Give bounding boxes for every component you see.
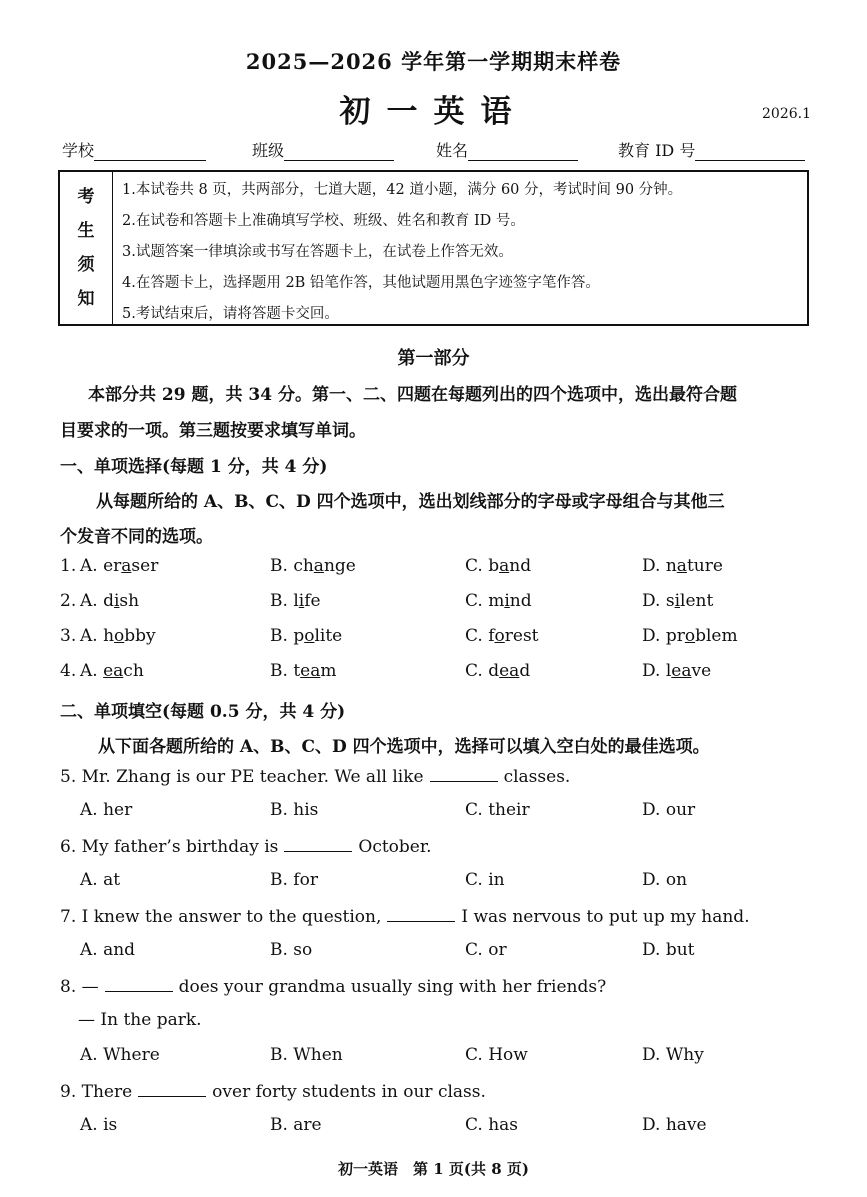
id-field — [618, 138, 805, 161]
option-label: A. — [80, 591, 104, 611]
option-word-part: l — [665, 661, 672, 681]
question-stem — [60, 1080, 486, 1102]
question-text: does your grandma usually sing with her friends? — [178, 977, 607, 997]
question-text: I was nervous to put up my hand. — [461, 907, 750, 927]
notice-heading-char: 知 — [77, 289, 95, 309]
question-stem — [60, 765, 570, 787]
underlined-letters: ea — [103, 661, 124, 681]
option-label: B. — [270, 626, 294, 646]
answer-option[interactable]: C. How — [465, 1045, 528, 1065]
section-heading: 一、单项选择(每题 1 分，共 4 分) — [60, 457, 328, 477]
underlined-letters: ea — [671, 661, 692, 681]
underlined-letters: a — [313, 556, 324, 576]
question-number: 3. — [60, 626, 77, 646]
option-word-part: ch — [123, 661, 144, 681]
option-label: A. — [80, 661, 104, 681]
option-label: A. — [80, 556, 104, 576]
question-text: 6. My father’s birthday is — [60, 837, 279, 857]
option-word-part: ser — [131, 556, 159, 576]
option-word-part: d — [103, 591, 114, 611]
answer-option[interactable]: A. at — [80, 870, 121, 890]
exam-subject: 初一英语 — [339, 94, 528, 130]
option-word-part: pr — [665, 626, 685, 646]
option-label: B. — [270, 661, 294, 681]
notice-heading-char: 考 — [77, 187, 95, 207]
notice-heading — [60, 172, 113, 324]
option-word-part: h — [103, 626, 115, 646]
answer-option[interactable]: D. Why — [642, 1045, 704, 1065]
answer-option[interactable] — [642, 661, 711, 681]
underlined-letters: i — [113, 591, 120, 611]
answer-option[interactable]: A. her — [80, 800, 133, 820]
question-text: classes. — [503, 767, 571, 787]
school-field — [62, 138, 206, 161]
notice-item: 2.在试卷和答题卡上准确填写学校、班级、姓名和教育 ID 号。 — [122, 213, 525, 229]
exam-notice-box — [58, 170, 809, 326]
answer-option[interactable]: C. or — [465, 940, 507, 960]
option-word-part: fe — [304, 591, 321, 611]
option-label: C. — [465, 591, 489, 611]
underlined-letters: a — [499, 556, 510, 576]
question-stem — [60, 975, 606, 997]
class-blank[interactable] — [284, 142, 394, 161]
option-word-part: nd — [509, 556, 532, 576]
option-label: C. — [465, 661, 489, 681]
part-intro-line: 本部分共 29 题，共 34 分。第一、二、四题在每题列出的四个选项中，选出最符合题 — [88, 385, 737, 405]
answer-option[interactable]: B. for — [270, 870, 318, 890]
option-word-part: l — [293, 591, 299, 611]
dialogue-reply: — In the park. — [78, 1010, 202, 1030]
question-text: 9. There — [60, 1082, 133, 1102]
answer-option[interactable] — [270, 626, 342, 646]
underlined-letters: ea — [499, 661, 520, 681]
underlined-letters: a — [676, 556, 687, 576]
option-word-part: d — [519, 661, 531, 681]
answer-option[interactable]: B. his — [270, 800, 319, 820]
option-word-part: sh — [119, 591, 140, 611]
option-label: D. — [642, 556, 666, 576]
option-word-part: nd — [509, 591, 532, 611]
option-word-part: m — [320, 661, 337, 681]
option-word-part: ve — [691, 661, 712, 681]
question-number: 2. — [60, 591, 77, 611]
answer-blank[interactable] — [105, 975, 173, 992]
underlined-letters: o — [494, 626, 505, 646]
underlined-letters: o — [304, 626, 315, 646]
question-stem — [60, 905, 750, 927]
option-word-part: d — [488, 661, 500, 681]
answer-blank[interactable] — [138, 1080, 206, 1097]
underlined-letters: a — [121, 556, 132, 576]
question-text: 5. Mr. Zhang is our PE teacher. We all like — [60, 767, 424, 787]
option-label: D. — [642, 591, 666, 611]
option-word-part: bby — [124, 626, 156, 646]
answer-blank[interactable] — [284, 835, 352, 852]
underlined-letters: i — [504, 591, 510, 611]
question-number: 1. — [60, 556, 77, 576]
option-word-part: nge — [323, 556, 356, 576]
option-word-part: b — [488, 556, 500, 576]
underlined-letters: o — [114, 626, 125, 646]
answer-blank[interactable] — [387, 905, 455, 922]
answer-option[interactable] — [80, 626, 156, 646]
answer-option[interactable]: B. are — [270, 1115, 322, 1135]
notice-item: 1.本试卷共 8 页，共两部分，七道大题，42 道小题，满分 60 分，考试时间 90 分钟。 — [122, 182, 683, 198]
answer-option[interactable]: B. so — [270, 940, 313, 960]
part-intro-line: 目要求的一项。第三题按要求填写单词。 — [60, 421, 366, 441]
option-word-part: lent — [680, 591, 714, 611]
underlined-letters: ea — [300, 661, 321, 681]
option-word-part: rest — [504, 626, 539, 646]
notice-item: 3.试题答案一律填涂或书写在答题卡上，在试卷上作答无效。 — [122, 244, 513, 260]
option-word-part: lite — [314, 626, 343, 646]
option-word-part: t — [293, 661, 301, 681]
answer-option[interactable] — [270, 661, 336, 681]
underlined-letters: i — [674, 591, 681, 611]
answer-option[interactable]: A. is — [80, 1115, 118, 1135]
answer-option[interactable]: D. but — [642, 940, 695, 960]
answer-option[interactable]: D. on — [642, 870, 688, 890]
answer-option[interactable] — [642, 591, 713, 611]
name-blank[interactable] — [468, 142, 578, 161]
option-word-part: s — [665, 591, 675, 611]
name-field — [436, 138, 578, 161]
option-word-part: m — [488, 591, 505, 611]
answer-option[interactable]: C. has — [465, 1115, 519, 1135]
school-blank[interactable] — [94, 142, 206, 161]
exam-date: 2026.1 — [762, 106, 811, 122]
option-word-part: ch — [293, 556, 314, 576]
answer-option[interactable] — [642, 556, 723, 576]
answer-option[interactable]: D. our — [642, 800, 696, 820]
part-title: 第一部分 — [397, 348, 470, 369]
id-blank[interactable] — [695, 142, 805, 161]
page-footer: 初一英语 第 1 页(共 8 页) — [338, 1160, 529, 1178]
answer-option[interactable]: A. Where — [80, 1045, 160, 1065]
underlined-letters: o — [684, 626, 696, 646]
answer-option[interactable] — [80, 556, 158, 576]
notice-heading-char: 须 — [77, 255, 95, 275]
answer-option[interactable] — [642, 626, 738, 646]
section-instruction: 从每题所给的 A、B、C、D 四个选项中，选出划线部分的字母或字母组合与其他三 — [96, 492, 725, 512]
answer-blank[interactable] — [430, 765, 498, 782]
question-text: October. — [358, 837, 432, 857]
question-stem — [60, 835, 432, 857]
answer-option[interactable] — [465, 591, 532, 611]
section-instruction: 个发音不同的选项。 — [60, 527, 213, 547]
exam-title: 2025—2026 学年第一学期期末样卷 — [245, 49, 622, 74]
class-field — [252, 138, 394, 161]
option-label: A. — [80, 626, 104, 646]
option-label: B. — [270, 591, 294, 611]
question-text: 8. — — [60, 977, 99, 997]
option-label: B. — [270, 556, 294, 576]
answer-option[interactable]: B. When — [270, 1045, 343, 1065]
option-label: D. — [642, 626, 666, 646]
section-instruction: 从下面各题所给的 A、B、C、D 四个选项中，选择可以填入空白处的最佳选项。 — [98, 737, 710, 757]
name-label: 姓名 — [436, 141, 469, 160]
option-word-part: f — [488, 626, 495, 646]
option-word-part: ture — [686, 556, 723, 576]
notice-item: 4.在答题卡上，选择题用 2B 铅笔作答，其他试题用黑色字迹签字笔作答。 — [122, 275, 600, 291]
option-label: C. — [465, 556, 489, 576]
underlined-letters: i — [298, 591, 305, 611]
option-label: C. — [465, 626, 489, 646]
answer-option[interactable] — [465, 661, 530, 681]
option-label: D. — [642, 661, 666, 681]
answer-option[interactable]: C. in — [465, 870, 505, 890]
section-heading: 二、单项填空(每题 0.5 分，共 4 分) — [60, 702, 346, 722]
answer-option[interactable] — [465, 626, 539, 646]
school-label: 学校 — [62, 141, 95, 160]
option-word-part: blem — [695, 626, 738, 646]
answer-option[interactable]: D. have — [642, 1115, 707, 1135]
question-text: 7. I knew the answer to the question, — [60, 907, 382, 927]
answer-option[interactable] — [465, 556, 531, 576]
class-label: 班级 — [252, 141, 285, 160]
option-word-part: p — [293, 626, 305, 646]
answer-option[interactable]: C. their — [465, 800, 530, 820]
option-word-part: er — [103, 556, 122, 576]
answer-option[interactable]: A. and — [80, 940, 136, 960]
answer-option[interactable] — [80, 591, 139, 611]
notice-item: 5.考试结束后，请将答题卡交回。 — [122, 306, 339, 322]
answer-option[interactable] — [270, 591, 321, 611]
answer-option[interactable] — [270, 556, 356, 576]
id-label: 教育 ID 号 — [618, 141, 696, 160]
question-text: over forty students in our class. — [212, 1082, 486, 1102]
question-number: 4. — [60, 661, 77, 681]
option-word-part: n — [665, 556, 677, 576]
notice-heading-char: 生 — [77, 221, 95, 241]
answer-option[interactable] — [80, 661, 144, 681]
